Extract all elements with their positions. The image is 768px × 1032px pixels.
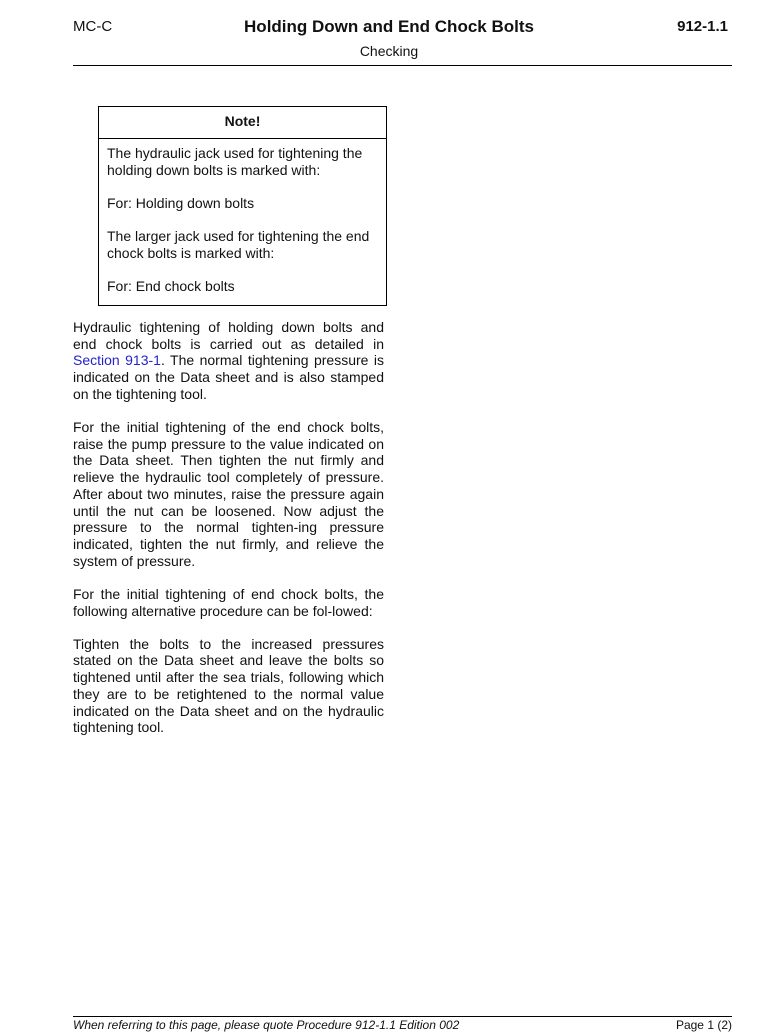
note-paragraph: For: Holding down bolts: [107, 195, 255, 212]
page-subtitle: Checking: [359, 43, 419, 59]
page-title: Holding Down and End Chock Bolts: [244, 17, 534, 36]
note-paragraph: The larger jack used for tightening the end chock bolts is marked with:: [107, 228, 370, 262]
body-text-span: . The normal tightening pressure is indicated on the Data sheet and is also stamped on the tightening tool.: [73, 352, 384, 402]
header-divider: [73, 65, 732, 66]
footer-divider: [73, 1016, 732, 1017]
body-paragraph-1: [73, 319, 384, 403]
body-paragraph-4: Tighten the bolts to the increased pressures stated on the Data sheet and leave the bolts so tightened until after the sea trials, following which they are to be retightened to the normal value indicated on the Data sheet and on the hydraulic tightening tool.: [73, 635, 384, 736]
procedure-number: 912-1.1: [677, 18, 728, 35]
body-paragraph-2: For the initial tightening of the end chock bolts, raise the pump pressure to the value indicated on the Data sheet. Then tighten the nut firmly and relieve the hydraulic tool completely of pressure. After about two minutes, raise the pressure again until the nut can be loosened. Now adjust the pressure to the normal tighten-ing pressure indicated, tighten the nut firmly, and relieve the system of pressure.: [73, 419, 384, 569]
section-913-1-link[interactable]: Section 913-1: [73, 352, 161, 369]
body-text-span: Hydraulic tightening of holding down bolts and end chock bolts is carried out as detailed in: [73, 319, 384, 352]
note-box: [98, 106, 387, 306]
note-body: [99, 139, 386, 295]
note-paragraph: For: End chock bolts: [107, 278, 235, 295]
footer-reference: When referring to this page, please quote Procedure 912-1.1 Edition 002: [73, 1018, 460, 1032]
body-paragraph-3: For the initial tightening of end chock bolts, the following alternative procedure can be fol-lowed:: [73, 585, 384, 619]
note-paragraph: The hydraulic jack used for tightening the holding down bolts is marked with:: [107, 145, 363, 178]
page-number: Page 1 (2): [675, 1018, 732, 1032]
note-heading: Note!: [99, 107, 386, 139]
main-body: [73, 319, 384, 752]
header-section-code: MC-C: [73, 18, 113, 35]
